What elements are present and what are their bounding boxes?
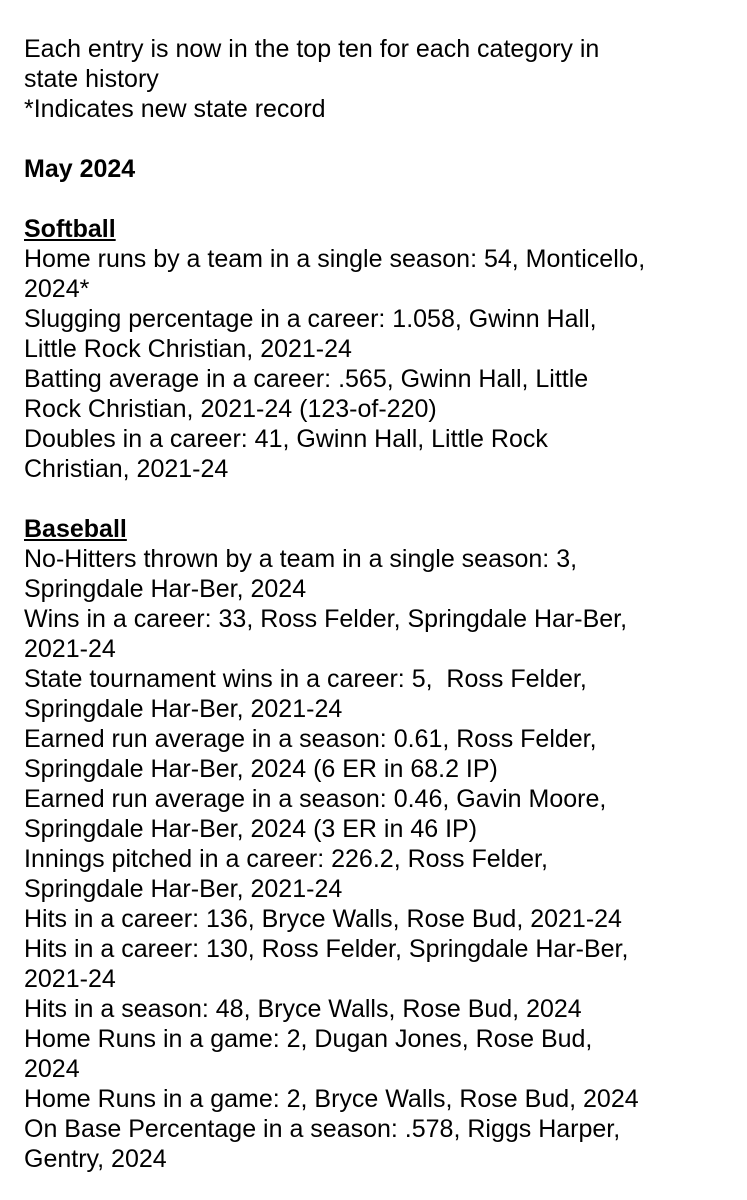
entry-line: Earned run average in a season: 0.46, Gavin Moore, <box>24 785 607 813</box>
entry-list <box>24 544 739 1174</box>
entry-line: Innings pitched in a career: 226.2, Ross Felder, <box>24 845 548 873</box>
entry-line: Gentry, 2024 <box>24 1145 167 1173</box>
entry-line: No-Hitters thrown by a team in a single season: 3, <box>24 545 578 573</box>
list-item <box>24 544 739 604</box>
list-item <box>24 844 739 904</box>
entry-line: Home Runs in a game: 2, Bryce Walls, Rose Bud, 2024 <box>24 1085 639 1113</box>
entry-list <box>24 244 739 484</box>
record-note: *Indicates new state record <box>24 95 326 123</box>
entry-line: Doubles in a career: 41, Gwinn Hall, Little Rock <box>24 425 548 453</box>
entry-line: Springdale Har-Ber, 2024 (3 ER in 46 IP) <box>24 815 478 843</box>
list-item <box>24 724 739 784</box>
spacer <box>24 124 739 154</box>
list-item <box>24 364 739 424</box>
section-softball <box>24 214 739 484</box>
entry-line: 2021-24 <box>24 635 116 663</box>
entry-line: State tournament wins in a career: 5, Ross Felder, <box>24 665 587 693</box>
list-item <box>24 664 739 724</box>
list-item <box>24 244 739 304</box>
section-baseball <box>24 514 739 1174</box>
entry-line: Springdale Har-Ber, 2021-24 <box>24 695 343 723</box>
intro-line: Each entry is now in the top ten for each category in <box>24 35 600 63</box>
entry-line: On Base Percentage in a season: .578, Riggs Harper, <box>24 1115 621 1143</box>
entry-line: Earned run average in a season: 0.61, Ross Felder, <box>24 725 597 753</box>
spacer <box>24 484 739 514</box>
entry-line: Slugging percentage in a career: 1.058, Gwinn Hall, <box>24 305 597 333</box>
document-body <box>24 34 739 1174</box>
list-item <box>24 904 739 934</box>
intro-line: state history <box>24 65 159 93</box>
entry-line: Springdale Har-Ber, 2024 <box>24 575 307 603</box>
list-item <box>24 604 739 664</box>
entry-line: Christian, 2021-24 <box>24 455 229 483</box>
entry-line: Rock Christian, 2021-24 (123-of-220) <box>24 395 437 423</box>
entry-line: Home Runs in a game: 2, Dugan Jones, Rose Bud, <box>24 1025 593 1053</box>
date-heading: May 2024 <box>24 155 136 183</box>
intro-paragraph <box>24 34 739 124</box>
entry-line: Springdale Har-Ber, 2021-24 <box>24 875 343 903</box>
entry-line: Wins in a career: 33, Ross Felder, Springdale Har-Ber, <box>24 605 628 633</box>
entry-line: Home runs by a team in a single season: 54, Monticello, <box>24 245 646 273</box>
section-title: Baseball <box>24 515 127 543</box>
entry-line: 2024 <box>24 1055 80 1083</box>
entry-line: 2024* <box>24 275 90 303</box>
entry-line: Springdale Har-Ber, 2024 (6 ER in 68.2 IP) <box>24 755 498 783</box>
entry-line: Little Rock Christian, 2021-24 <box>24 335 352 363</box>
entry-line: 2021-24 <box>24 965 116 993</box>
entry-line: Batting average in a career: .565, Gwinn Hall, Little <box>24 365 589 393</box>
entry-line: Hits in a career: 130, Ross Felder, Springdale Har-Ber, <box>24 935 629 963</box>
list-item <box>24 1114 739 1174</box>
list-item <box>24 934 739 994</box>
section-title: Softball <box>24 215 116 243</box>
list-item <box>24 994 739 1024</box>
list-item <box>24 1084 739 1114</box>
spacer <box>24 184 739 214</box>
list-item <box>24 1024 739 1084</box>
list-item <box>24 424 739 484</box>
entry-line: Hits in a career: 136, Bryce Walls, Rose Bud, 2021-24 <box>24 905 622 933</box>
list-item <box>24 784 739 844</box>
list-item <box>24 304 739 364</box>
entry-line: Hits in a season: 48, Bryce Walls, Rose Bud, 2024 <box>24 995 582 1023</box>
